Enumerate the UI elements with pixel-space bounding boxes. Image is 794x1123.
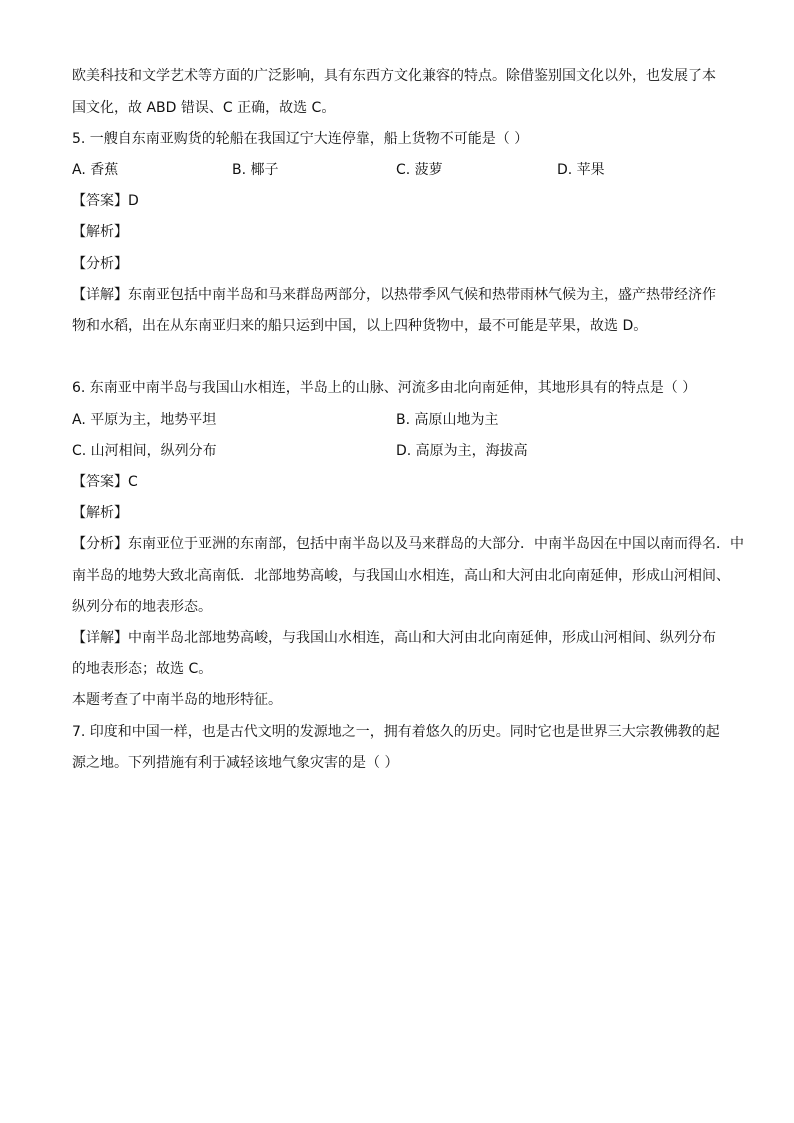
q6-option-d: D. 高原为主，海拔高 bbox=[396, 443, 528, 459]
question-5-stem: 5. 一艘自东南亚购货的轮船在我国辽宁大连停靠，船上货物不可能是（ ） bbox=[72, 131, 529, 147]
q5-option-a: A. 香蕉 bbox=[72, 162, 119, 178]
q6-summary: 本题考查了中南半岛的地形特征。 bbox=[72, 692, 282, 708]
intro-line-2: 国文化，故 ABD 错误、C 正确，故选 C。 bbox=[72, 100, 336, 116]
q5-fenxi-label: 【分析】 bbox=[72, 256, 128, 272]
q6-fenxi-line-1: 【分析】东南亚位于亚洲的东南部，包括中南半岛以及马来群岛的大部分．中南半岛因在中国以南而得名．中 bbox=[72, 536, 744, 552]
q6-fenxi-line-3: 纵列分布的地表形态。 bbox=[72, 599, 212, 615]
q5-detail-line-2: 物和水稻，出在从东南亚归来的船只运到中国，以上四种货物中，最不可能是苹果，故选 D。 bbox=[72, 318, 648, 334]
q5-detail-line-1: 【详解】东南亚包括中南半岛和马来群岛两部分，以热带季风气候和热带雨林气候为主，盛产热带经济作 bbox=[72, 287, 716, 303]
q6-detail-line-2: 的地表形态；故选 C。 bbox=[72, 661, 213, 677]
q6-detail-line-1: 【详解】中南半岛北部地势高峻，与我国山水相连，高山和大河由北向南延伸，形成山河相间、纵列分布 bbox=[72, 630, 716, 646]
q5-option-c: C. 菠萝 bbox=[396, 162, 443, 178]
q5-option-b: B. 椰子 bbox=[232, 162, 279, 178]
q5-option-d: D. 苹果 bbox=[557, 162, 605, 178]
q6-option-a: A. 平原为主，地势平坦 bbox=[72, 412, 217, 428]
intro-line-1: 欧美科技和文学艺术等方面的广泛影响，具有东西方文化兼容的特点。除借鉴别国文化以外，也发展了本 bbox=[72, 68, 716, 84]
q6-fenxi-line-2: 南半岛的地势大致北高南低．北部地势高峻，与我国山水相连，高山和大河由北向南延伸，形成山河相间、 bbox=[72, 568, 730, 584]
q6-answer: 【答案】C bbox=[72, 474, 138, 490]
q6-option-b: B. 高原山地为主 bbox=[396, 412, 499, 428]
question-7-stem-line-1: 7. 印度和中国一样，也是古代文明的发源地之一，拥有着悠久的历史。同时它也是世界三大宗教佛教的起 bbox=[72, 724, 720, 740]
question-6-stem: 6. 东南亚中南半岛与我国山水相连，半岛上的山脉、河流多由北向南延伸，其地形具有的特点是（ ） bbox=[72, 380, 697, 396]
question-7-stem-line-2: 源之地。下列措施有利于减轻该地气象灾害的是（ ） bbox=[72, 755, 399, 771]
q6-analysis-label: 【解析】 bbox=[72, 505, 128, 521]
q6-option-c: C. 山河相间，纵列分布 bbox=[72, 443, 217, 459]
q5-analysis-label: 【解析】 bbox=[72, 224, 128, 240]
q5-answer: 【答案】D bbox=[72, 193, 139, 209]
